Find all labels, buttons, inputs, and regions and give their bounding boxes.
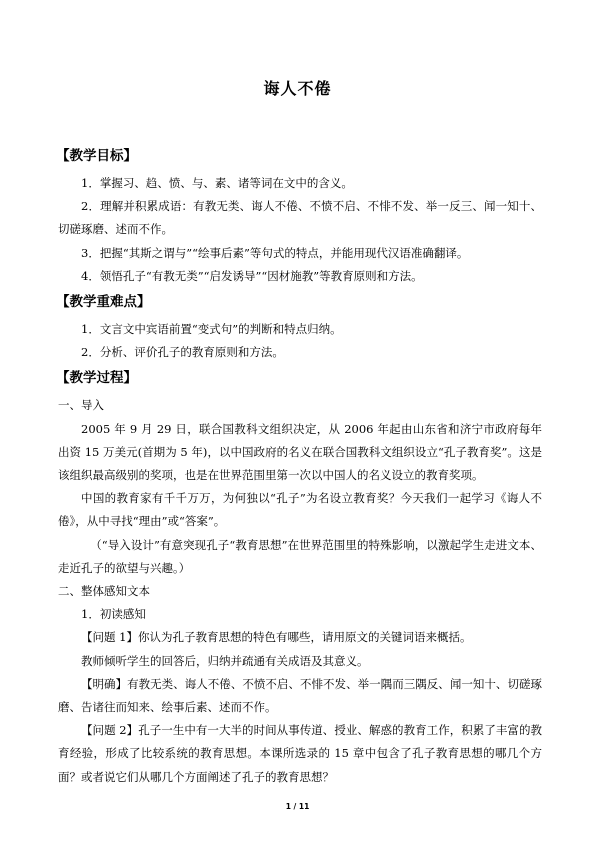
section-heading-process: 【教学过程】 [56, 370, 137, 387]
process-paragraph: 【问题 2】孔子一生中有一大半的时间从事传道、授业、解惑的教育工作，积累了丰富的教育经验，形成了比较系统的教育思想。本课所选录的 15 章中包含了孔子教育思想的哪几个方面？或者说它们从哪几个方面阐述了孔子的教育思想？ [58, 723, 542, 784]
process-paragraph: 教师倾听学生的回答后，归纳并疏通有关成语及其意义。 [81, 653, 369, 668]
process-paragraph: 【问题 1】你认为孔子教育思想的特色有哪些，请用原文的关键词语来概括。 [81, 630, 472, 645]
goal-item: 4．领悟孔子“有教无类”“启发诱导”“因材施教”等教育原则和方法。 [81, 268, 423, 283]
page-title: 诲人不倦 [263, 79, 332, 98]
goal-item: 3．把握“其斯之谓与”“绘事后素”等句式的特点，并能用现代汉语准确翻译。 [81, 245, 469, 260]
process-paragraph: 2005 年 9 月 29 日，联合国教科文组织决定，从 2006 年起由山东省和济宁市政府每年出资 15 万美元(首期为 5 年)，以中国政府的名义在联合国教科文组织设立“孔子教育奖”。这是该组织最高级别的奖项，也是在世界范围里第一次以中国人的名义设立的教育奖项。 [58, 421, 542, 483]
section-heading-goals: 【教学目标】 [56, 148, 137, 164]
process-paragraph: 【明确】有教无类、诲人不倦、不愤不启、不悱不发、举一隅而三隅反、闻一知十、切磋琢磨、告诸往而知来、绘事后素、述而不作。 [58, 676, 542, 715]
process-paragraph: 一、导入 [58, 398, 104, 413]
goal-item: 2．理解并积累成语：有教无类、诲人不倦、不愤不启、不悱不发、举一反三、闻一知十、切磋琢磨、述而不作。 [58, 199, 542, 237]
key-item: 1．文言文中宾语前置“变式句”的判断和特点归纳。 [81, 322, 342, 337]
process-paragraph: 1．初读感知 [81, 607, 146, 622]
document-body [58, 142, 542, 789]
process-paragraph: 二、整体感知文本 [58, 584, 150, 599]
key-item: 2．分析、评价孔子的教育原则和方法。 [81, 345, 284, 360]
page-number: 1 / 11 [285, 802, 310, 811]
goal-item: 1．掌握习、趋、愤、与、素、诸等词在文中的含义。 [81, 176, 353, 190]
process-paragraph: 中国的教育家有千千万万，为何独以“孔子”为名设立教育奖？今天我们一起学习《诲人不倦》，从中寻找“理由”或“答案”。 [58, 491, 542, 529]
process-paragraph: （“导入设计”有意突现孔子“教育思想”在世界范围里的特殊影响，以激起学生走进文本、走近孔子的欲望与兴趣。） [58, 537, 542, 575]
section-heading-key: 【教学重难点】 [56, 294, 151, 311]
